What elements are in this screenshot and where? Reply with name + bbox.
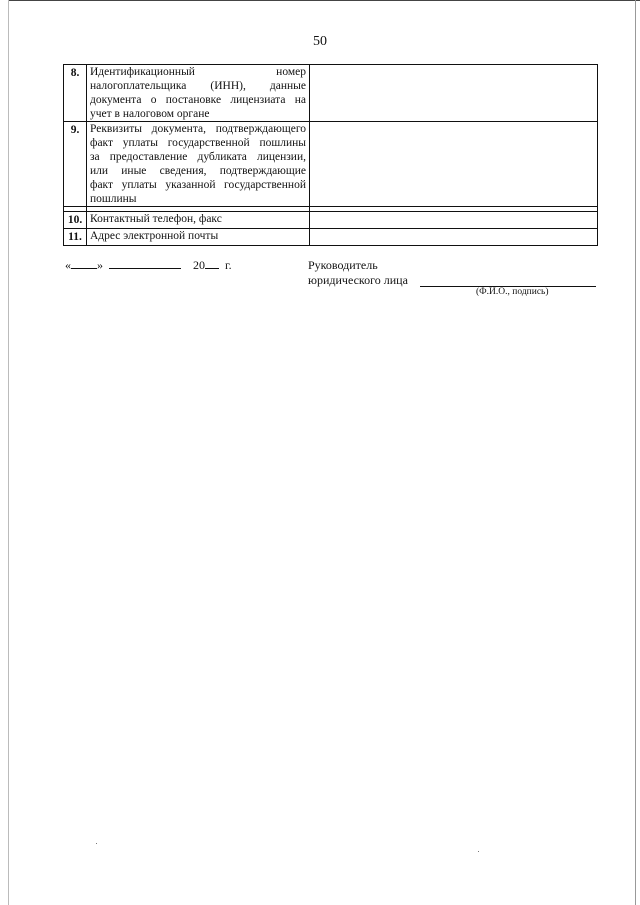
label-line: факт уплаты указанной государственной — [90, 179, 306, 191]
row-value-cell[interactable] — [310, 212, 598, 229]
table-row — [64, 229, 598, 246]
page-number: 50 — [313, 34, 327, 49]
label-line: или иные сведения, подтверждающие — [90, 165, 306, 177]
label-line: пошлины — [90, 193, 137, 205]
signer-title-line2: юридического лица — [308, 273, 408, 287]
row-value-cell[interactable] — [310, 65, 598, 122]
row-label — [87, 65, 310, 122]
row-label — [87, 229, 310, 246]
label-line: Контактный телефон, факс — [90, 213, 222, 225]
row-label — [87, 122, 310, 207]
row-number: 11. — [64, 229, 87, 246]
scan-left-edge — [8, 0, 9, 905]
table-row — [64, 65, 598, 122]
row-number: 10. — [64, 212, 87, 229]
label-line: Адрес электронной почты — [90, 230, 219, 242]
label-line: за предоставление дубликата лицензии, — [90, 151, 306, 163]
row-value-cell[interactable] — [310, 122, 598, 207]
month-blank[interactable] — [109, 257, 181, 269]
scan-top-edge — [8, 0, 640, 1]
date-close-quote: » — [97, 258, 103, 272]
label-line: Реквизиты документа, подтверждающего — [90, 123, 306, 135]
row-label — [87, 212, 310, 229]
scan-right-edge — [635, 0, 636, 905]
year-blank[interactable] — [205, 257, 219, 269]
label-line: учет в налоговом органе — [90, 108, 210, 120]
license-form-table — [63, 64, 598, 246]
date-open-quote: « — [65, 258, 71, 272]
row-number: 9. — [64, 122, 87, 207]
row-value-cell[interactable] — [310, 229, 598, 246]
table-row — [64, 122, 598, 207]
signer-block — [308, 258, 408, 288]
label-line: факт уплаты государственной пошлины — [90, 137, 306, 149]
date-line — [65, 257, 232, 273]
day-blank[interactable] — [71, 257, 97, 269]
signer-title-line1: Руководитель — [308, 258, 378, 272]
label-line: Идентификационный номер — [90, 66, 306, 78]
row-number: 8. — [64, 65, 87, 122]
year-suffix: г. — [225, 258, 232, 272]
table-row — [64, 212, 598, 229]
label-line: документа о постановке лицензиата на — [90, 94, 306, 106]
label-line: налогоплательщика (ИНН), данные — [90, 80, 306, 92]
year-prefix: 20 — [193, 258, 205, 272]
scan-speck — [478, 851, 479, 852]
scan-speck — [96, 843, 97, 844]
signature-caption: (Ф.И.О., подпись) — [476, 287, 549, 297]
